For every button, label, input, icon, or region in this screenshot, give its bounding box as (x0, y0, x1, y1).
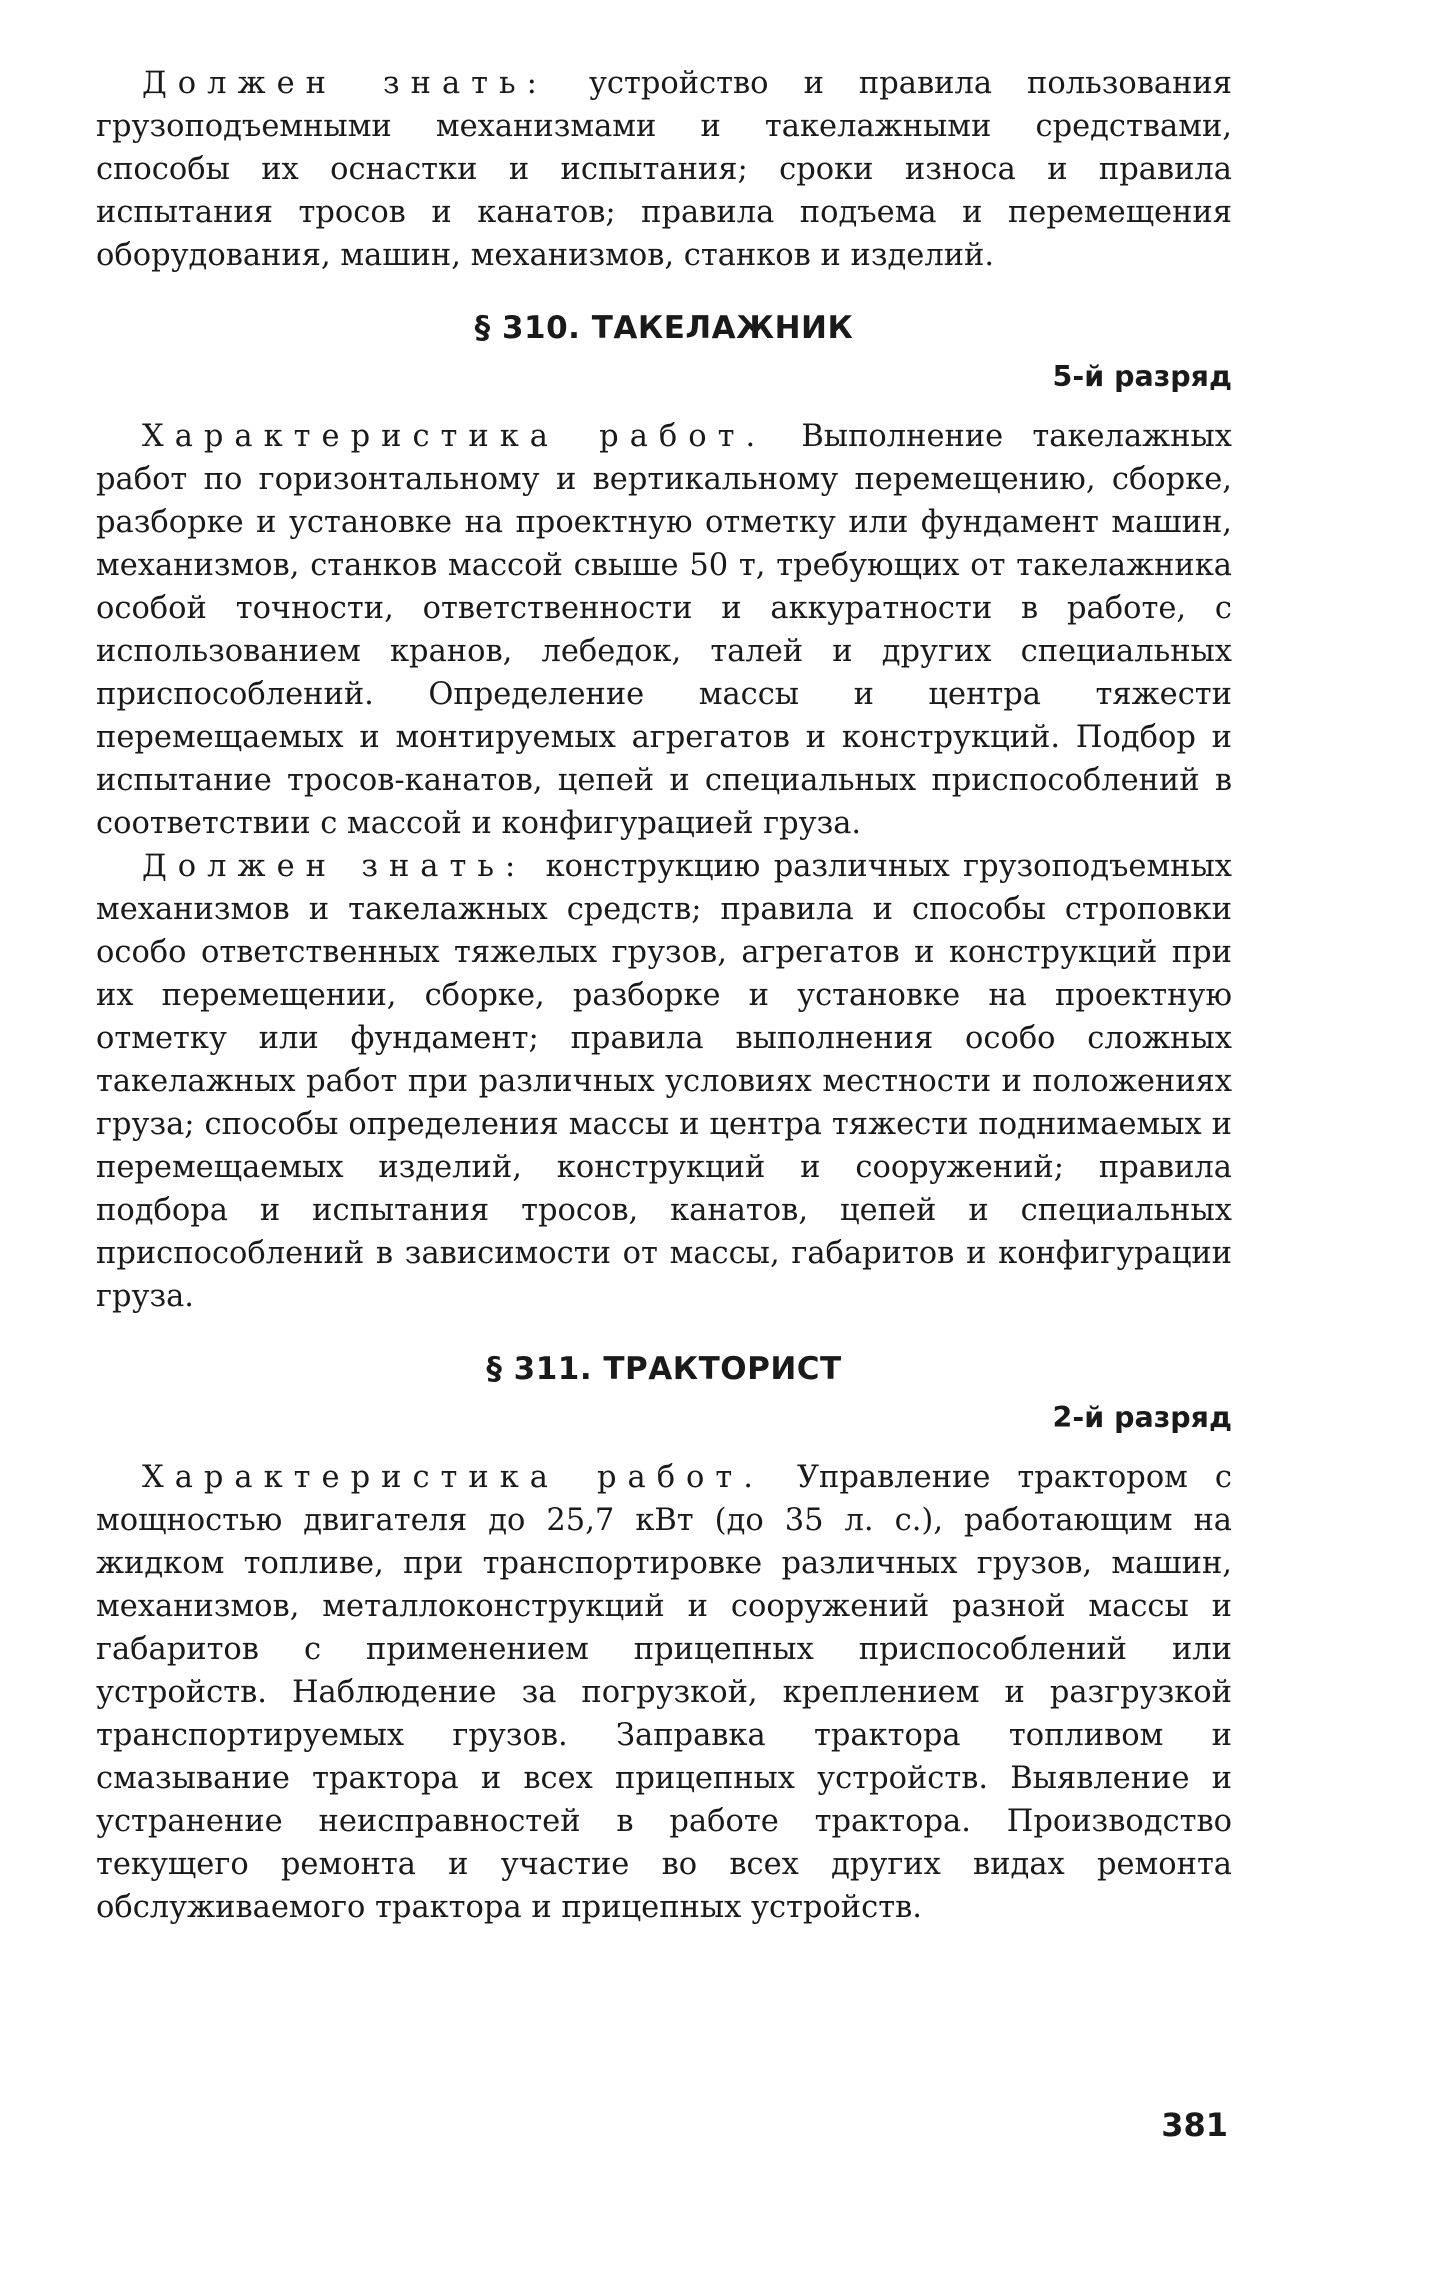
knowledge-lead: Должен знать: (142, 849, 527, 884)
characteristic-paragraph (96, 1456, 1232, 1929)
document-page (96, 62, 1232, 1929)
grade-label: 2-й разряд (1052, 1401, 1232, 1434)
characteristic-text: Управление трактором с мощностью двигателя до 25,7 кВт (до 35 л. с.), работающим на жидком топливе, при транспортировке различных грузов, машин, механизмов, металлоконструкций и сооружений разной массы и габаритов с применением прицепных приспособлений или устройств. Наблюдение за погрузкой, креплением и разгрузкой транспортируемых грузов. Заправка трактора топливом и смазывание трактора и всех прицепных устройств. Выявление и устранение неисправностей в работе трактора. Производство текущего ремонта и участие во всех других видах ремонта обслуживаемого трактора и прицепных устройств. (96, 1460, 1232, 1925)
intro-lead: Должен знать: (142, 66, 548, 101)
characteristic-lead: Характеристика работ. (142, 419, 767, 454)
characteristic-paragraph (96, 415, 1232, 845)
intro-paragraph (96, 62, 1232, 277)
knowledge-text: конструкцию различных грузоподъемных механизмов и такелажных средств; правила и способы строповки особо ответственных тяжелых грузов, агрегатов и конструкций при их перемещении, сборке, разборке и установке на проектную отметку или фундамент; правила выполнения особо сложных такелажных работ при различных условиях местности и положениях груза; способы определения массы и центра тяжести поднимаемых и перемещаемых изделий, конструкций и сооружений; правила подбора и испытания тросов, канатов, цепей и специальных приспособлений в зависимости от массы, габаритов и конфигурации груза. (96, 849, 1232, 1314)
page-number: 381 (1161, 2106, 1228, 2144)
intro-text: устройство и правила пользования грузоподъемными механизмами и такелажными средствами, способы их оснастки и испытания; сроки износа и правила испытания тросов и канатов; правила подъема и перемещения оборудования, машин, механизмов, станков и изделий. (96, 66, 1232, 273)
characteristic-lead: Характеристика работ. (142, 1460, 764, 1495)
section-311 (96, 1346, 1232, 1929)
grade-label: 5-й разряд (1052, 360, 1232, 393)
characteristic-text: Выполнение такелажных работ по горизонтальному и вертикальному перемещению, сборке, разборке и установке на проектную отметку или фундамент машин, механизмов, станков массой свыше 50 т, требующих от такелажника особой точности, ответственности и аккуратности в работе, с использованием кранов, лебедок, талей и других специальных приспособлений. Определение массы и центра тяжести перемещаемых и монтируемых агрегатов и конструкций. Подбор и испытание тросов-канатов, цепей и специальных приспособлений в соответствии с массой и конфигурацией груза. (96, 419, 1232, 841)
knowledge-paragraph (96, 845, 1232, 1318)
section-title: § 311. ТРАКТОРИСТ (486, 1351, 842, 1387)
section-310 (96, 305, 1232, 1318)
section-title: § 310. ТАКЕЛАЖНИК (474, 310, 854, 346)
